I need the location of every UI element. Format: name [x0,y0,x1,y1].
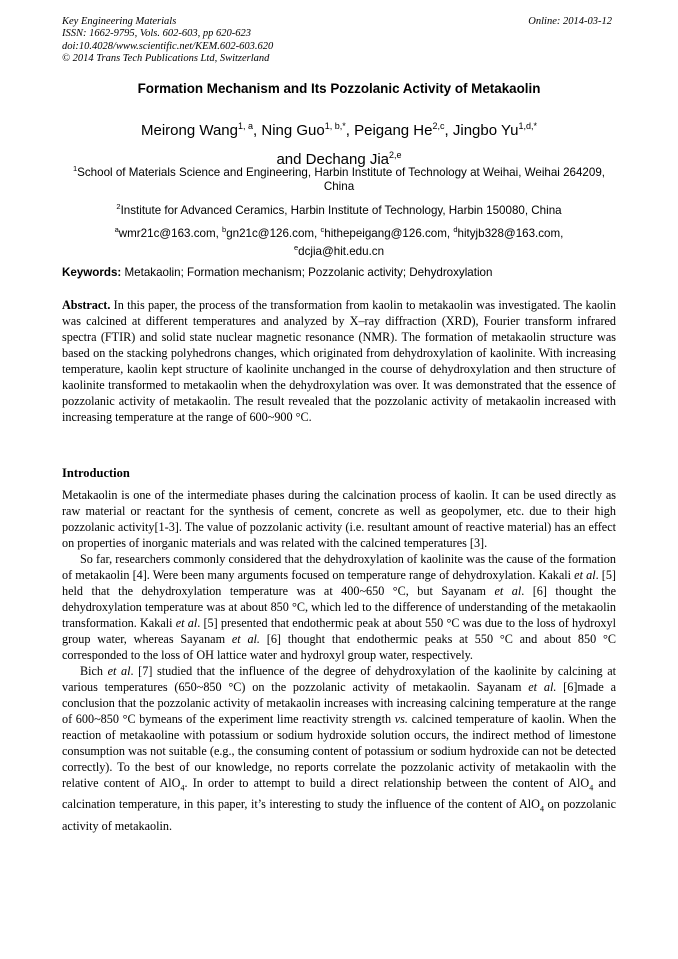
online-date: Online: 2014-03-12 [528,16,612,27]
email[interactable]: hithepeigang@126.com, [324,226,454,240]
and-word: and [276,151,306,168]
email[interactable]: dcjia@hit.edu.cn [298,245,385,259]
paper-title: Formation Mechanism and Its Pozzolanic Activity of Metakaolin [137,81,541,96]
abstract [62,297,616,425]
email[interactable]: wmr21c@163.com, [118,226,223,240]
email-list [62,223,616,260]
keywords-label: Keywords: [62,266,122,279]
author-sup: 1, b,* [324,121,346,131]
aff-text: Institute for Advanced Ceramics, Harbin Institute of Technology, Harbin 150080, China [120,203,562,217]
aff-text: School of Materials Science and Engineering, Harbin Institute of Technology at Weihai, Weihai 264209, China [77,165,605,194]
paragraph: Bich et al. [7] studied that the influence of the degree of dehydroxylation of the kaolinite by calcining at various temperatures (650~850 °C) on the pozzolanic activity of metakaolin. Sayanam et al. [6]made a conclusion that the pozzolanic activity of metakaolin increases with increasing calcining temperature at the range of 600~850 °C bymeans of the experiment lime reactivity strength vs. calcined temperature of kaolin. When the reaction of metakaoline with potassium or sodium hydroxide solution occurs, the indirect method of limestone consumption was not suitable (e.g., the consuming content of potassium or sodium hydroxide can not be detected correctly). To the best of our knowledge, no reports correlate the pozzolanic activity of metakaolin with the relative content of AlO$_4$. In order to attempt to build a direct relationship between the content of AlO$_4$ and calcination temperature, in this paper, it’s interesting to study the influence of the content of AlO$_4$ on pozzolanic activity of metakaolin. [62,664,616,833]
separator: , [253,122,262,139]
abstract-text: In this paper, the process of the transformation from kaolin to metakaolin was investigated. The kaolin was calcined at different temperatures and analyzed by X–ray diffraction (XRD), Fourier transform infrared spectra (FTIR) and solid state nuclear magnetic resonance (NMR). The formation of metakaolin structure was based on the stacking polyhedrons changes, which originated from dehydroxylation of kaolinite. With increasing temperature, kaolin kept structure of kaolinite unchanged in the course of dehydroxylation and then structure of kaolinite transformed to metakaolin when the dehydroxylation was over. It was demonstrated that the essence of pozzolanic activity of metakaolin. The result revealed that the pozzolanic activity of metakaolin increased with increasing temperature at the range of 600~900 °C. [62,298,616,424]
email-sup: a [114,224,119,234]
journal-header [62,16,612,66]
paragraph: So far, researchers commonly considered that the dehydroxylation of kaolinite was the cause of the formation of metakaolin [4]. Were been many arguments focused on temperature range of dehydroxylation. Kakali et al. [5] held that the dehydroxylation temperature was at 400~650 °C, but Sayanam et al. [6] thought the dehydroxylation temperature was at about 850 °C, which led to the difference of understanding of the metakaolin transformation. Kakali et al. [5] presented that endothermic peak at about 550 °C was due to the loss of hydroxyl group water, whereas Sayanam et al. [6] thought that endothermic peaks at 550 °C and about 850 °C corresponded to the loss of OH lattice water and hydroxyl group water, respectively. [62,552,617,662]
separator: , [345,122,355,139]
doi-line: doi:10.4028/www.scientific.net/KEM.602-603.620 [62,40,274,52]
author-name: Peigang He [354,122,433,139]
author-line-1 [0,114,678,143]
aff-sup: 1 [72,164,78,173]
author-name: Dechang Jia [305,151,390,168]
email[interactable]: hityjb328@163.com, [457,226,564,240]
email-sup: d [453,224,458,234]
affiliations [62,162,616,264]
affiliation-2 [62,200,616,218]
author-name: Ning Guo [261,122,325,139]
paragraph: Metakaolin is one of the intermediate phases during the calcination process of kaolin. It can be used directly as raw material or reactant for the synthesis of cement, concrete as well as geopolymer, etc. due to their high pozzolanic activity[1-3]. The value of pozzolanic activity (i.e. resultant amount of reactive material) has an effect on properties of inorganic materials and was related with the calcined temperatures [3]. [62,488,616,550]
journal-name: Key Engineering Materials [62,16,177,27]
email-sup: c [320,224,325,234]
keywords-text: Metakaolin; Formation mechanism; Pozzolanic activity; Dehydroxylation [121,266,493,279]
aff-sup: 2 [116,201,121,211]
author-sup: 1,d,* [518,121,537,131]
email[interactable]: gn21c@126.com, [226,226,321,240]
email-sup: e [293,243,299,253]
author-name: Jingbo Yu [452,122,519,139]
email-sup: b [222,224,227,234]
separator: , [444,122,453,139]
keywords [62,266,616,279]
author-sup: 2,c [432,121,445,131]
author-name: Meirong Wang [141,122,238,139]
copyright-line: © 2014 Trans Tech Publications Ltd, Switzerland [62,53,270,65]
issn-line: ISSN: 1662-9795, Vols. 602-603, pp 620-623 [62,28,251,40]
section-heading-introduction: Introduction [62,466,130,480]
abstract-label: Abstract. [62,298,111,312]
affiliation-1 [62,162,616,195]
author-sup: 1, a [238,121,254,131]
introduction-body [62,487,616,834]
author-sup: 2,e [389,150,402,160]
